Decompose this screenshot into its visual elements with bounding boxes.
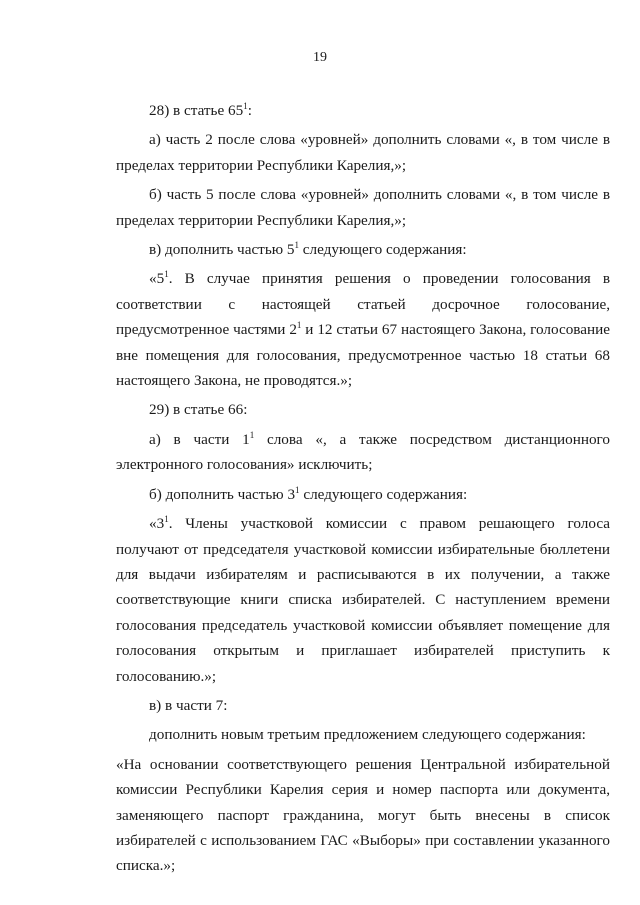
paragraph-29-c-intro: дополнить новым третьим предложением следующего содержания: bbox=[149, 726, 586, 744]
paragraph-29-c-text: «На основании соответствующего решения Центральной избирательной комиссии Республики Карелия серия и номер паспорта или документа, заменяющего паспорт гражданина, могут быть внесены в список избирателей с использованием ГАС «Выборы» при составлении указанного списка.»; bbox=[116, 755, 610, 875]
paragraph-28-b: б) часть 5 после слова «уровней» дополнить словами «, в том числе в пределах территории Республики Карелия,»; bbox=[116, 186, 610, 229]
paragraph-28-c-text: «$5^1$. В случае принятия решения о проведении голосования в соответствии с настоящей статьей досрочное голосование, предусмотренное частями $2^1$ и 12 статьи 67 настоящего Закона, голосование вне помещения для голосования, предусмотренное частью 18 статьи 68 настоящего Закона, не проводятся.»; bbox=[116, 269, 611, 390]
paragraph-29-a: а) в части $1^1$ слова «, а также посредством дистанционного электронного голосования» исключить; bbox=[116, 429, 611, 474]
page-number: 19 bbox=[313, 50, 327, 65]
paragraph-29-b-text: «$3^1$. Члены участковой комиссии с правом решающего голоса получают от председателя участковой комиссии избирательные бюллетени для выдачи избирателям и расписываются в их получении, а также соответствующие книги списка избирателей. С наступлением времени голосования председатель участковой комиссии объявляет помещение для голосования открытым и приглашает избирателей приступить к голосованию.»; bbox=[116, 514, 610, 685]
paragraph-item-29: 29) в статье 66: bbox=[149, 401, 248, 419]
paragraph-28-c: в) дополнить частью $5^1$ следующего содержания: bbox=[149, 240, 467, 259]
document-body bbox=[116, 98, 610, 879]
paragraph-29-b: б) дополнить частью $3^1$ следующего содержания: bbox=[149, 484, 468, 503]
paragraph-28-a: а) часть 2 после слова «уровней» дополнить словами «, в том числе в пределах территории Республики Карелия,»; bbox=[116, 131, 610, 174]
paragraph-29-c: в) в части 7: bbox=[149, 696, 228, 714]
paragraph-item-28: 28) в статье $65^1$: bbox=[149, 101, 252, 119]
